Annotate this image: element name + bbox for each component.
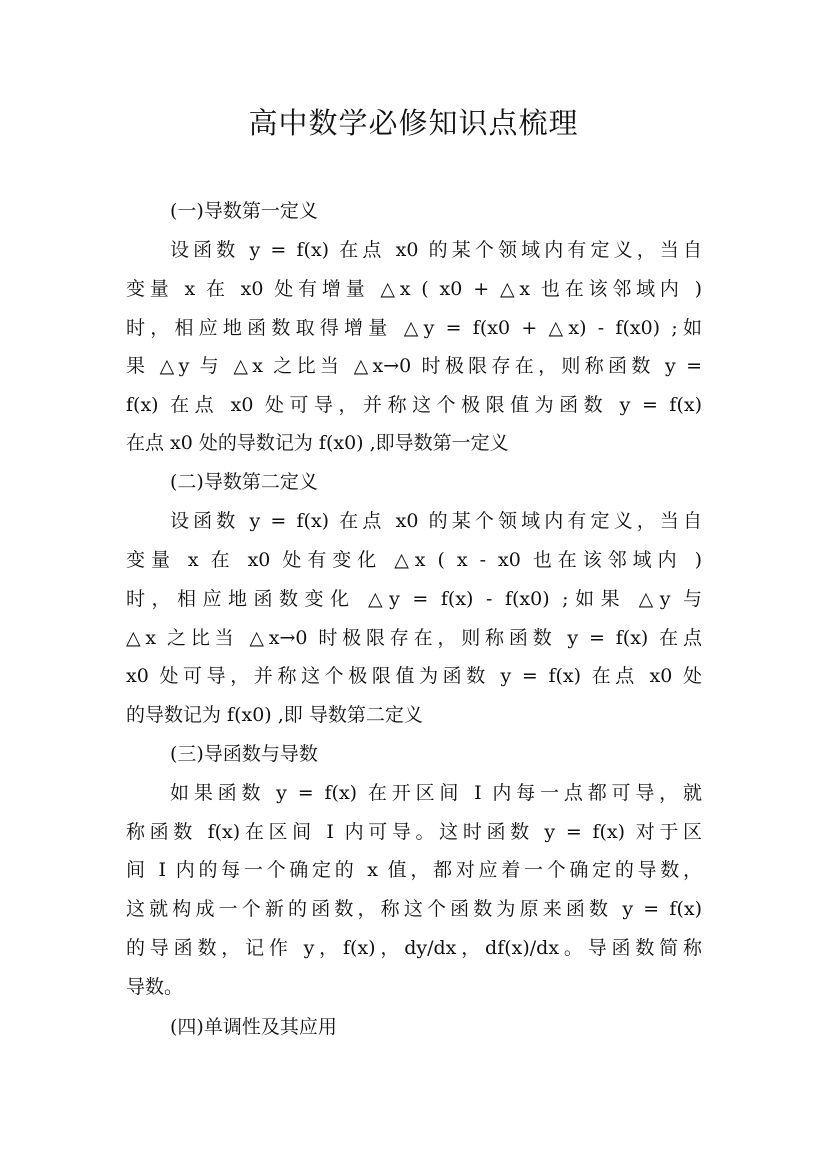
section-heading: (四)单调性及其应用	[170, 1016, 337, 1038]
section-heading: (一)导数第一定义	[170, 200, 318, 222]
text-line: 设函数 y = f(x) 在点 x0 的某个领域内有定义，当自	[170, 239, 702, 261]
page-title: 高中数学必修知识点梳理	[248, 106, 579, 140]
text-line: 时，相应地函数取得增量 △y = f(x0 + △x) - f(x0) ;如	[126, 317, 702, 339]
section-heading: (三)导函数与导数	[170, 743, 318, 765]
text-line: 果 △y 与 △x 之比当 △x→0 时极限存在，则称函数 y =	[126, 355, 702, 377]
text-line: 变量 x 在 x0 处有增量 △x ( x0 + △x 也在该邻域内 )	[126, 278, 702, 300]
text-line: 导数。	[126, 976, 184, 998]
text-line: 这就构成一个新的函数，称这个函数为原来函数 y = f(x)	[126, 898, 702, 920]
text-line: 时，相应地函数变化 △y = f(x) - f(x0) ;如果 △y 与	[126, 588, 702, 610]
text-line: 在点 x0 处的导数记为 f(x0) ,即导数第一定义	[126, 432, 509, 454]
text-line: f(x) 在点 x0 处可导，并称这个极限值为函数 y = f(x)	[126, 394, 702, 416]
section-heading: (二)导数第二定义	[170, 471, 318, 493]
text-line: 的导函数，记作 y，f(x)，dy/dx，df(x)/dx。导函数简称	[126, 937, 702, 959]
text-line: 如果函数 y = f(x) 在开区间 I 内每一点都可导，就	[170, 782, 702, 804]
text-line: 称函数 f(x)在区间 I 内可导。这时函数 y = f(x) 对于区	[126, 821, 702, 843]
text-line: 设函数 y = f(x) 在点 x0 的某个领域内有定义，当自	[170, 510, 702, 532]
text-line: 变量 x 在 x0 处有变化 △x ( x - x0 也在该邻域内 )	[126, 549, 702, 571]
text-line: △x 之比当 △x→0 时极限存在，则称函数 y = f(x) 在点	[126, 627, 702, 649]
text-line: x0 处可导，并称这个极限值为函数 y = f(x) 在点 x0 处	[126, 665, 702, 687]
text-line: 的导数记为 f(x0) ,即 导数第二定义	[126, 704, 423, 726]
text-line: 间 I 内的每一个确定的 x 值，都对应着一个确定的导数，	[126, 859, 702, 881]
